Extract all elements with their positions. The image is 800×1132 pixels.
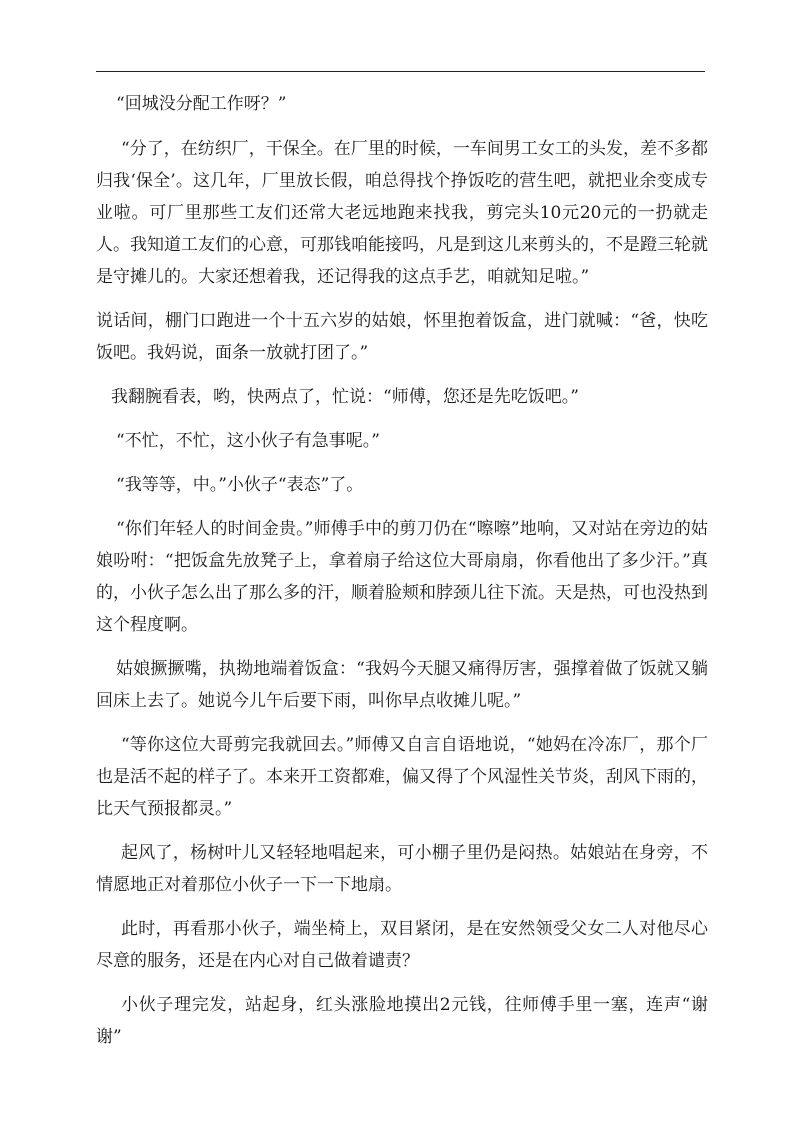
paragraph-8: 姑娘撅撅嘴，执拗地端着饭盒：“我妈今天腿又痛得厉害，强撑着做了饭就又躺回床上去了。她说今儿午后要下雨，叫你早点收摊儿呢。” (96, 659, 708, 711)
paragraph-4: 我翻腕看表，哟，快两点了，忙说：“师傅，您还是先吃饭吧。” (111, 387, 579, 407)
paragraph-9: “等你这位大哥剪完我就回去。”师傅又自言自语地说，“她妈在冷冻厂，那个厂也是活不起的样子了。本来开工资都难，偏又得了个风湿性关节炎，刮风下雨的，比天气预报都灵。” (96, 735, 708, 819)
header-divider (96, 71, 705, 72)
paragraph-11: 此时，再看那小伙子，端坐椅上，双目紧闭，是在安然领受父女二人对他尽心尽意的服务，还是在内心对自己做着谴责？ (96, 919, 708, 971)
paragraph-5: “不忙，不忙，这小伙子有急事呢。” (116, 431, 380, 451)
paragraph-7: “你们年轻人的时间金贵。”师傅手中的剪刀仍在“嚓嚓”地响，又对站在旁边的姑娘吩咐：“把饭盒先放凳子上，拿着扇子给这位大哥扇扇，你看他出了多少汗。”真的，小伙子怎么出了那么多的汗，顺着脸颊和脖颈儿往下流。天是热，可也没热到这个程度啊。 (96, 519, 708, 635)
paragraph-12: 小伙子理完发，站起身，红头涨脸地摸出2元钱，往师傅手里一塞，连声“谢谢” (96, 995, 708, 1047)
paragraph-3: 说话间，棚门口跑进一个十五六岁的姑娘，怀里抱着饭盒，进门就喊：“爸，快吃饭吧。我妈说，面条一放就打团了。” (96, 311, 708, 363)
article-body (96, 88, 708, 1053)
paragraph-10: 起风了，杨树叶儿又轻轻地唱起来，可小棚子里仍是闷热。姑娘站在身旁，不情愿地正对着那位小伙子一下一下地扇。 (96, 843, 708, 895)
paragraph-1: “回城没分配工作呀？” (116, 94, 287, 114)
paragraph-6: “我等等，中。”小伙子“表态”了。 (116, 475, 364, 495)
paragraph-2: “分了，在纺织厂，干保全。在厂里的时候，一车间男工女工的头发，差不多都归我‘保全’。这几年，厂里放长假，咱总得找个挣饭吃的营生吧，就把业余变成专业啦。可厂里那些工友们还常大老远地跑来找我，剪完头10元20元的一扔就走人。我知道工友们的心意，可那钱咱能接吗，凡是到这儿来剪头的，不是蹬三轮就是守摊儿的。大家还想着我，还记得我的这点手艺，咱就知足啦。” (96, 139, 708, 287)
